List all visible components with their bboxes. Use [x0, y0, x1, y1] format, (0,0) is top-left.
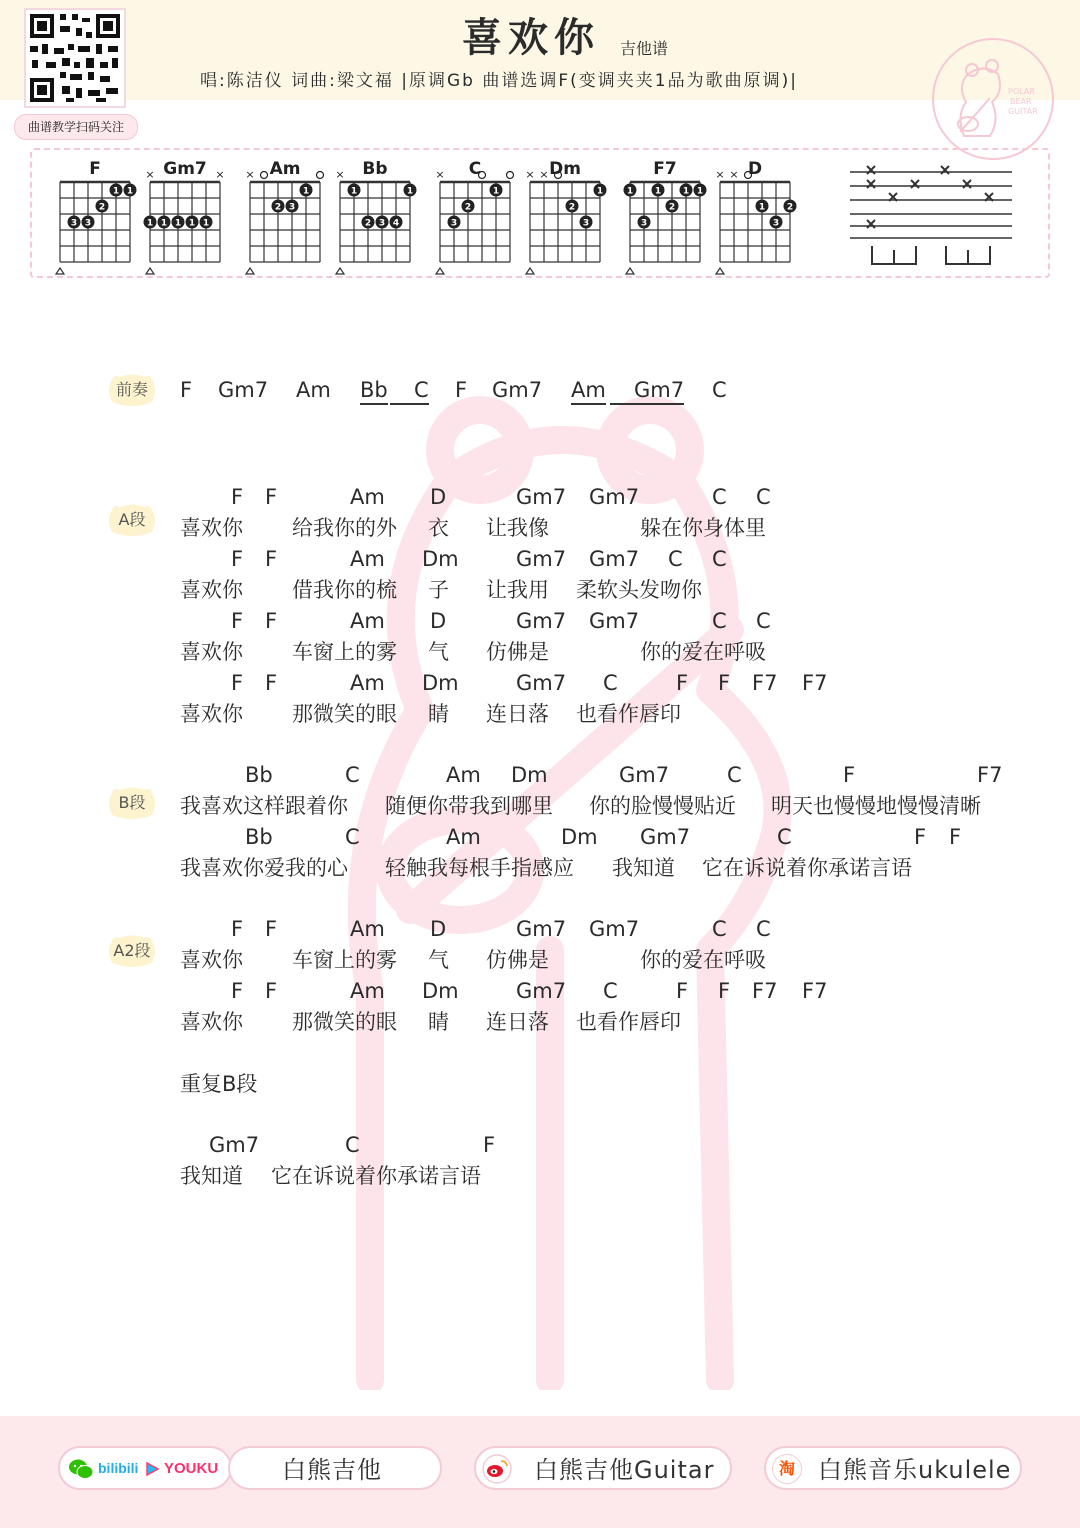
lyric: 我知道	[612, 856, 675, 880]
chord: F	[265, 671, 278, 695]
lyric: 衣	[428, 516, 449, 540]
logo-line-1: POLAR	[1008, 87, 1035, 96]
chord: Gm7	[516, 979, 567, 1003]
svg-text:3: 3	[772, 218, 780, 229]
svg-text:3: 3	[288, 202, 296, 213]
chord: Bb	[245, 825, 273, 849]
svg-text:4: 4	[392, 218, 400, 229]
chord: C	[756, 917, 771, 941]
chord: Gm7	[209, 1133, 260, 1157]
chord: Gm7	[619, 763, 670, 787]
chord: D	[430, 485, 447, 509]
svg-text:3: 3	[640, 218, 648, 229]
lyric: 让我用	[486, 578, 549, 602]
svg-text:1: 1	[350, 186, 358, 197]
chord-diagram-c	[435, 159, 513, 274]
chord: F	[914, 825, 927, 849]
chord: F7	[752, 671, 778, 695]
taobao-pill[interactable]	[764, 1446, 1022, 1490]
lyric: 睛	[428, 1010, 449, 1034]
lyric: 你的脸慢慢贴近	[589, 794, 736, 818]
svg-text:1: 1	[202, 218, 210, 229]
svg-text:3: 3	[582, 218, 590, 229]
section-tag-a	[106, 502, 158, 538]
chord: F	[231, 917, 244, 941]
chord: C	[345, 825, 360, 849]
lyric: 躲在你身体里	[640, 516, 766, 540]
weibo-icon	[482, 1454, 512, 1484]
chord-diagram-d	[715, 159, 796, 274]
intro-chord: Gm7	[610, 377, 684, 405]
lyric: 那微笑的眼	[292, 702, 397, 726]
chord-diagram-bb	[335, 159, 416, 274]
lyric: 那微笑的眼	[292, 1010, 397, 1034]
svg-text:2: 2	[786, 202, 794, 213]
wechat-icon	[68, 1457, 94, 1481]
svg-text:×: ×	[335, 168, 345, 181]
svg-text:1: 1	[696, 186, 704, 197]
lyric: 喜欢你	[180, 702, 243, 726]
svg-text:1: 1	[492, 186, 500, 197]
svg-text:3: 3	[84, 218, 92, 229]
chord: F	[265, 485, 278, 509]
chord: C	[345, 1133, 360, 1157]
chord: F	[483, 1133, 496, 1157]
svg-text:1: 1	[626, 186, 634, 197]
section-tag-a2	[106, 933, 158, 969]
chord: F	[843, 763, 856, 787]
svg-text:1: 1	[112, 186, 120, 197]
intro-chord: F	[180, 378, 193, 402]
chord: C	[603, 979, 618, 1003]
chord: F	[718, 671, 731, 695]
chord: Gm7	[516, 609, 567, 633]
svg-text:×: ×	[145, 168, 155, 181]
video-platforms-badge[interactable]	[58, 1446, 232, 1490]
chord: F7	[802, 979, 828, 1003]
lyric: 车窗上的雾	[292, 640, 397, 664]
lyric: 也看作唇印	[576, 1010, 681, 1034]
chord-diagram-label: Bb	[362, 159, 388, 179]
intro-chord: Gm7	[218, 378, 269, 402]
handle-pill-1[interactable]	[228, 1446, 442, 1490]
lyric: 你的爱在呼吸	[640, 948, 766, 972]
svg-text:1: 1	[160, 218, 168, 229]
svg-text:3: 3	[70, 218, 78, 229]
chord: F	[676, 979, 689, 1003]
chord: Gm7	[589, 547, 640, 571]
chord: F	[231, 671, 244, 695]
handle-3: 白熊音乐ukulele	[818, 1456, 1012, 1484]
song-subtitle: 吉他谱	[620, 39, 669, 58]
chord: D	[430, 609, 447, 633]
chord-diagram-gm7	[144, 159, 225, 274]
chord: F7	[752, 979, 778, 1003]
chord-diagram-label: C	[468, 159, 482, 179]
chord: F7	[802, 671, 828, 695]
lyric: 柔软头发吻你	[576, 578, 702, 602]
chord: Am	[446, 825, 481, 849]
lyric: 它在诉说着你承诺言语	[271, 1164, 481, 1188]
chord-diagram-label: Am	[269, 159, 301, 179]
svg-text:3: 3	[450, 218, 458, 229]
chord-diagram-label: F	[89, 159, 101, 179]
svg-text:2: 2	[568, 202, 576, 213]
chord-diagram-dm	[525, 159, 606, 274]
svg-text:3: 3	[378, 218, 386, 229]
svg-text:2: 2	[274, 202, 282, 213]
intro-chord: Bb	[360, 377, 388, 405]
logo-line-3: GUITAR	[1008, 107, 1038, 116]
chord-diagram-f	[56, 159, 137, 274]
lyric: 明天也慢慢地慢慢清晰	[771, 794, 981, 818]
chord-diagram-am	[245, 159, 323, 274]
chord: F	[231, 979, 244, 1003]
chord: Dm	[422, 547, 459, 571]
chord: C	[712, 609, 727, 633]
chord: Dm	[561, 825, 598, 849]
lyric: 借我你的梳	[292, 578, 397, 602]
svg-text:×: ×	[245, 168, 255, 181]
svg-text:1: 1	[146, 218, 154, 229]
chord: C	[712, 917, 727, 941]
weibo-pill[interactable]	[474, 1446, 732, 1490]
chord: F	[265, 979, 278, 1003]
chord: Gm7	[640, 825, 691, 849]
lyric: 你的爱在呼吸	[640, 640, 766, 664]
youku-play-icon	[144, 1461, 160, 1477]
chord: C	[712, 485, 727, 509]
svg-text:×: ×	[539, 168, 549, 181]
lyric: 喜欢你	[180, 578, 243, 602]
lyric: 子	[428, 578, 449, 602]
handle-1: 白熊吉他	[282, 1456, 382, 1484]
lyric: 轻触我每根手指感应	[385, 856, 574, 880]
qr-caption: 曲谱教学扫码关注	[14, 114, 138, 140]
lyric: 我喜欢你爱我的心	[180, 856, 348, 880]
chord-diagram-label: Gm7	[163, 159, 207, 179]
chord: Dm	[511, 763, 548, 787]
lyric: 喜欢你	[180, 948, 243, 972]
intro-chord: Gm7	[492, 378, 543, 402]
svg-text:×: ×	[435, 168, 445, 181]
youku-logo: YOUKU	[164, 1460, 219, 1477]
lyric: 它在诉说着你承诺言语	[702, 856, 912, 880]
chord: C	[756, 485, 771, 509]
chord: Am	[350, 917, 385, 941]
lyric: 让我像	[486, 516, 549, 540]
chord: F	[265, 609, 278, 633]
chord: Gm7	[589, 917, 640, 941]
svg-text:1: 1	[654, 186, 662, 197]
svg-text:1: 1	[188, 218, 196, 229]
lyric: 给我你的外	[292, 516, 397, 540]
bilibili-logo: bilibili	[98, 1460, 139, 1476]
lyric: 气	[428, 948, 449, 972]
svg-text:×: ×	[729, 168, 739, 181]
chord: C	[756, 609, 771, 633]
svg-text:1: 1	[682, 186, 690, 197]
chord-diagram-f7	[624, 159, 707, 274]
intro-chord: Am	[571, 377, 606, 405]
handle-2: 白熊吉他Guitar	[534, 1456, 715, 1484]
lyric: 也看作唇印	[576, 702, 681, 726]
section-label-b: B段	[118, 793, 146, 812]
chord: F	[231, 609, 244, 633]
chord: Gm7	[516, 671, 567, 695]
svg-text:2: 2	[464, 202, 472, 213]
lyric: 喜欢你	[180, 1010, 243, 1034]
chord: F	[231, 485, 244, 509]
chord: Am	[446, 763, 481, 787]
chord: Am	[350, 485, 385, 509]
lyric: 连日落	[486, 702, 549, 726]
chord: Am	[350, 547, 385, 571]
lyric: 喜欢你	[180, 516, 243, 540]
chord: C	[603, 671, 618, 695]
song-title: 喜欢你	[462, 15, 600, 61]
chord: C	[777, 825, 792, 849]
intro-chord: Am	[296, 378, 331, 402]
lyric: 睛	[428, 702, 449, 726]
chord: C	[727, 763, 742, 787]
svg-text:1: 1	[302, 186, 310, 197]
lyric: 随便你带我到哪里	[385, 794, 553, 818]
section-label-intro: 前奏	[115, 380, 148, 399]
svg-text:1: 1	[596, 186, 604, 197]
svg-text:1: 1	[174, 218, 182, 229]
svg-text:1: 1	[406, 186, 414, 197]
lyric: 仿佛是	[486, 948, 549, 972]
lyric: 我知道	[180, 1164, 243, 1188]
chord: D	[430, 917, 447, 941]
svg-text:×: ×	[525, 168, 535, 181]
chord: F	[265, 917, 278, 941]
chord: C	[712, 547, 727, 571]
lyric: 我喜欢这样跟着你	[180, 794, 348, 818]
svg-text:1: 1	[126, 186, 134, 197]
chord: Gm7	[516, 917, 567, 941]
lyric: 仿佛是	[486, 640, 549, 664]
chord: Gm7	[589, 609, 640, 633]
logo-line-2: BEAR	[1010, 97, 1032, 106]
chord: Gm7	[516, 547, 567, 571]
chord: F	[231, 547, 244, 571]
lyric: 喜欢你	[180, 640, 243, 664]
chord: Bb	[245, 763, 273, 787]
svg-text:2: 2	[668, 202, 676, 213]
chord: F	[265, 547, 278, 571]
svg-text:×: ×	[215, 168, 225, 181]
section-tag-b	[106, 785, 158, 821]
chord: Am	[350, 979, 385, 1003]
intro-chord: F	[455, 378, 468, 402]
svg-text:2: 2	[364, 218, 372, 229]
lyric: 连日落	[486, 1010, 549, 1034]
chord: F7	[977, 763, 1003, 787]
chord-diagram-label: Dm	[549, 159, 581, 179]
chord: Am	[350, 671, 385, 695]
svg-text:×: ×	[715, 168, 725, 181]
chord-diagram-label: F7	[653, 159, 677, 179]
chord: Am	[350, 609, 385, 633]
svg-text:1: 1	[758, 202, 766, 213]
song-info: 唱:陈洁仪 词曲:梁文福 |原调Gb 曲谱选调F(变调夹夹1品为歌曲原调)|	[200, 71, 798, 91]
chord: C	[668, 547, 683, 571]
chord: F	[718, 979, 731, 1003]
section-tag-intro	[106, 372, 158, 408]
section-label-a2: A2段	[113, 941, 151, 960]
section-label-a: A段	[118, 510, 146, 529]
chord: C	[345, 763, 360, 787]
intro-chord: C	[712, 378, 727, 402]
intro-chord: C	[390, 377, 429, 405]
chord: Gm7	[589, 485, 640, 509]
chord: F	[676, 671, 689, 695]
svg-text:2: 2	[98, 202, 106, 213]
chord: Gm7	[516, 485, 567, 509]
repeat-note: 重复B段	[180, 1072, 258, 1096]
chord: F	[949, 825, 962, 849]
chord-diagram-label: D	[747, 159, 763, 179]
taobao-icon: 淘	[772, 1454, 802, 1484]
lyric: 气	[428, 640, 449, 664]
lyric: 车窗上的雾	[292, 948, 397, 972]
strumming-pattern	[848, 160, 1018, 270]
chord: Dm	[422, 979, 459, 1003]
chord: Dm	[422, 671, 459, 695]
